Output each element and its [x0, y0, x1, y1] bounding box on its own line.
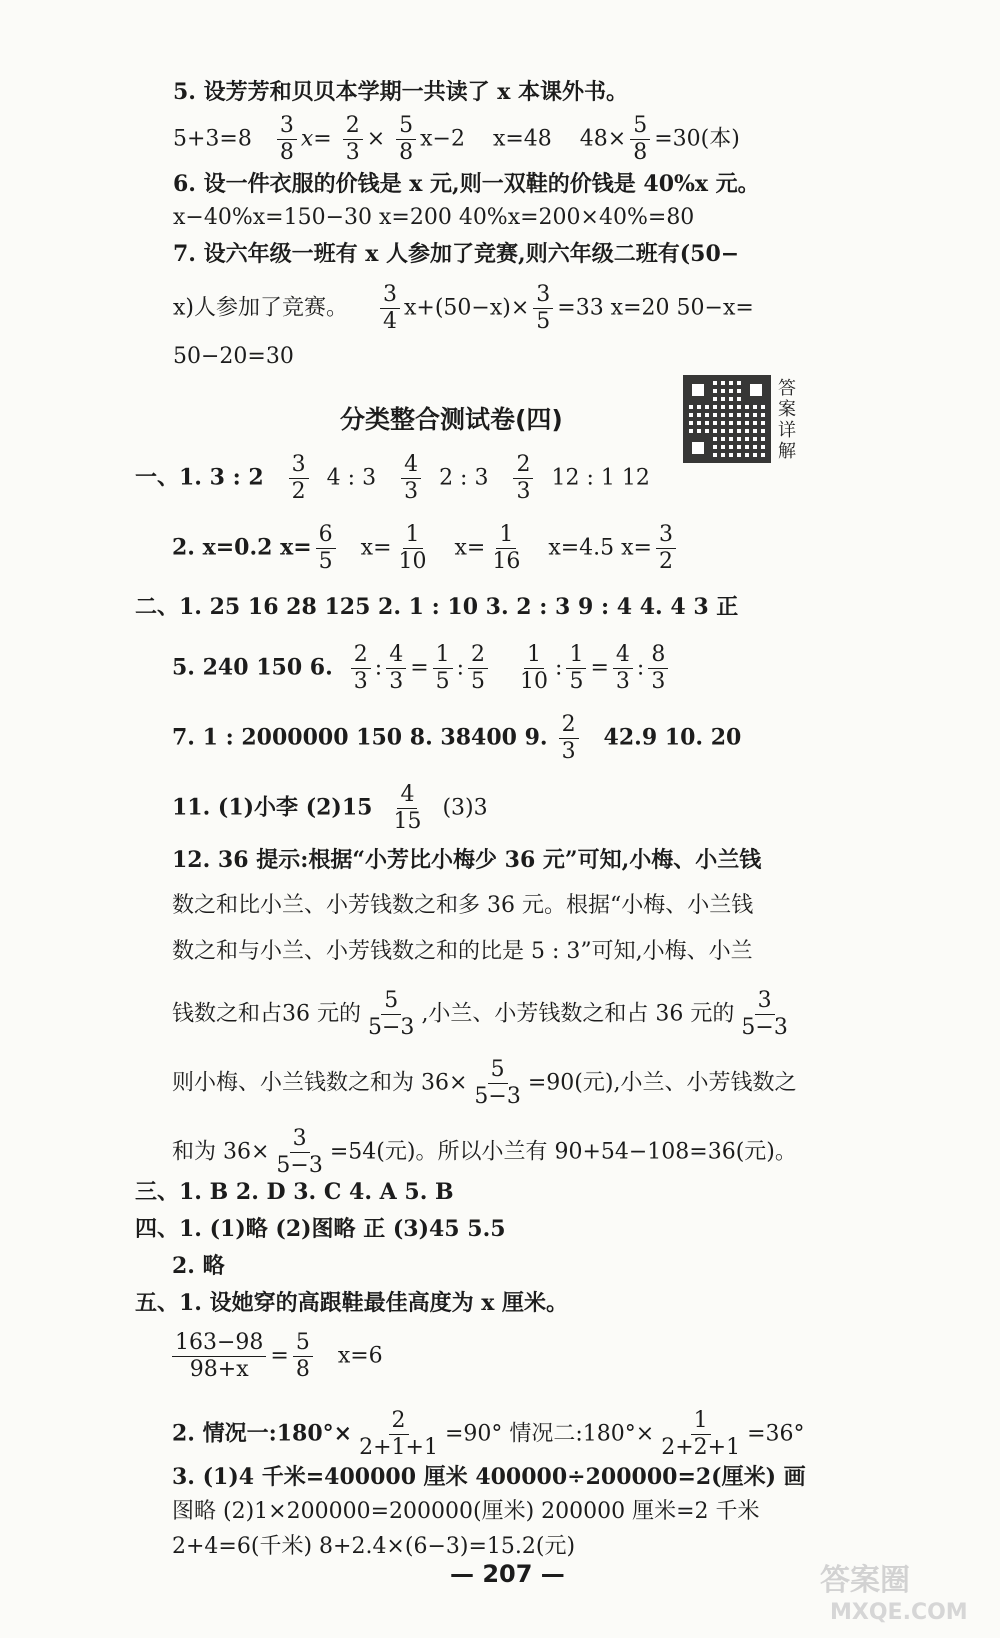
- watermark-url: MXQE.COM: [830, 1600, 968, 1625]
- q7-equation: x)人参加了竞赛。 $\frac{3}{4}$ x+(50−x)× $\frac{3}{5}$ =33 x=20 50−x=: [173, 282, 754, 334]
- fraction: $\frac{3}{5-3}$: [276, 1126, 323, 1178]
- fraction: $\frac{2}{3}$: [351, 642, 371, 695]
- fraction: $\frac{4}{15}$: [393, 782, 422, 834]
- fraction: $\frac{4}{3}$: [401, 452, 421, 505]
- fraction: $\frac{3}{2}$: [289, 452, 309, 505]
- fraction: $\frac{1}{5}$: [433, 642, 453, 695]
- s4-line2: 2. 略: [172, 1253, 225, 1279]
- fraction: $\frac{1}{2+2+1}$: [661, 1408, 741, 1460]
- fraction: $\frac{6}{5}$: [316, 522, 336, 575]
- fraction: $\frac{163-98}{98+x}$: [172, 1330, 266, 1383]
- s5-equation: $\frac{163-98}{98+x}$ = $\frac{5}{8}$ x=6: [172, 1330, 383, 1383]
- fraction: $\frac{3}{8}$: [277, 113, 297, 166]
- fraction: $\frac{1}{10}$: [398, 522, 427, 574]
- s2-line12-4: 钱数之和占36 元的 $\frac{5}{5-3}$ ,小兰、小芳钱数之和占 36 元的 $\frac{3}{5-3}$: [172, 988, 795, 1041]
- fraction: $\frac{5}{5-3}$: [474, 1057, 521, 1109]
- fraction: $\frac{2}{2+1+1}$: [359, 1408, 438, 1460]
- fraction: $\frac{2}{3}$: [513, 452, 533, 505]
- s1-line2: 2. x=0.2 x= $\frac{6}{5}$ x= $\frac{1}{10}$ x= $\frac{1}{16}$ x=4.5 x= $\frac{3}{2}$: [172, 522, 680, 575]
- s3-line: 三、1. B 2. D 3. C 4. A 5. B: [135, 1179, 454, 1205]
- s2-line11: 11. (1)小李 (2)15 $\frac{4}{15}$ (3)3: [172, 782, 488, 834]
- s1-line1: 一、1. 3 : 2 $\frac{3}{2}$ 4 : 3 $\frac{4}{3}$ 2 : 3 $\frac{2}{3}$ 12 : 1 12: [135, 452, 650, 504]
- watermark-logo: 答案圈: [820, 1563, 910, 1598]
- s5-line2: 2. 情况一:180°× $\frac{2}{2+1+1}$ =90° 情况二:180°× $\frac{1}{2+2+1}$ =36°: [172, 1408, 805, 1460]
- s2-line12-2: 数之和比小兰、小芳钱数之和多 36 元。根据“小梅、小兰钱: [172, 893, 754, 918]
- fraction: $\frac{2}{3}$: [559, 712, 579, 765]
- s4-line1: 四、1. (1)略 (2)图略 正 (3)45 5.5: [135, 1216, 506, 1242]
- s2-line12-1: 12. 36 提示:根据“小芳比小梅少 36 元”可知,小梅、小兰钱: [172, 847, 762, 873]
- s2-line7: 7. 1 : 2000000 150 8. 38400 9. $\frac{2}{3}$ 42.9 10. 20: [172, 712, 742, 764]
- fraction: $\frac{3}{5}$: [533, 282, 553, 335]
- fraction: $\frac{4}{3}$: [386, 642, 406, 695]
- q7-text: 7. 设六年级一班有 x 人参加了竞赛,则六年级二班有(50−: [173, 241, 740, 267]
- s5-line3-1: 3. (1)4 千米=400000 厘米 400000÷200000=2(厘米) 画: [172, 1464, 806, 1490]
- fraction: $\frac{3}{4}$: [380, 282, 400, 335]
- fraction: $\frac{3}{5-3}$: [741, 988, 788, 1040]
- qr-label: 答案详解: [778, 378, 796, 462]
- fraction: $\frac{1}{5}$: [566, 642, 586, 695]
- fraction: $\frac{3}{2}$: [656, 522, 676, 575]
- fraction: $\frac{5}{8}$: [630, 113, 650, 166]
- q5-text: 5. 设芳芳和贝贝本学期一共读了 x 本课外书。: [173, 79, 629, 105]
- page-number: — 207 —: [450, 1560, 565, 1588]
- fraction: $\frac{4}{3}$: [613, 642, 633, 695]
- s5-line3-2: 图略 (2)1×200000=200000(厘米) 200000 厘米=2 千米: [172, 1499, 760, 1524]
- s5-line1: 五、1. 设她穿的高跟鞋最佳高度为 x 厘米。: [135, 1290, 569, 1316]
- q7-end: 50−20=30: [173, 344, 294, 369]
- fraction: $\frac{2}{5}$: [468, 642, 488, 695]
- s2-line12-6: 和为 36× $\frac{3}{5-3}$ =54(元)。所以小兰有 90+54−108=36(元)。: [172, 1126, 797, 1178]
- fraction: $\frac{5}{5-3}$: [368, 988, 415, 1040]
- q5-equation: 5+3=8 $\frac{3}{8}$ x= $\frac{2}{3}$ × $\frac{5}{8}$ x−2 x=48 48× $\frac{5}{8}$ =30(本): [173, 113, 740, 165]
- q6-equation: x−40%x=150−30 x=200 40%x=200×40%=80: [173, 205, 695, 230]
- s5-line3-3: 2+4=6(千米) 8+2.4×(6−3)=15.2(元): [172, 1534, 576, 1559]
- fraction: $\frac{1}{10}$: [520, 642, 549, 694]
- fraction: $\frac{8}{3}$: [648, 642, 668, 695]
- fraction: $\frac{5}{8}$: [293, 1330, 313, 1383]
- fraction: $\frac{1}{16}$: [492, 522, 521, 574]
- s2-line12-5: 则小梅、小兰钱数之和为 36× $\frac{5}{5-3}$ =90(元),小兰、小芳钱数之: [172, 1057, 797, 1109]
- page-title: 分类整合测试卷(四): [340, 405, 563, 434]
- s2-line12-3: 数之和与小兰、小芳钱数之和的比是 5 : 3”可知,小梅、小兰: [172, 939, 753, 964]
- fraction: $\frac{2}{3}$: [343, 113, 363, 166]
- qr-code-icon[interactable]: [683, 375, 771, 463]
- s2-line5: 5. 240 150 6. $\frac{2}{3}$ : $\frac{4}{3}$ = $\frac{1}{5}$ : $\frac{2}{5}$ $\frac{1}{10}$ : $\frac{1}{5}$ = $\frac{4}{3}$ : $\frac{8}{3}$: [172, 642, 672, 695]
- fraction: $\frac{5}{8}$: [396, 113, 416, 166]
- q6-text: 6. 设一件衣服的价钱是 x 元,则一双鞋的价钱是 40%x 元。: [173, 171, 760, 197]
- s2-line1: 二、1. 25 16 28 125 2. 1 : 10 3. 2 : 3 9 : 4 4. 4 3 正: [135, 594, 739, 620]
